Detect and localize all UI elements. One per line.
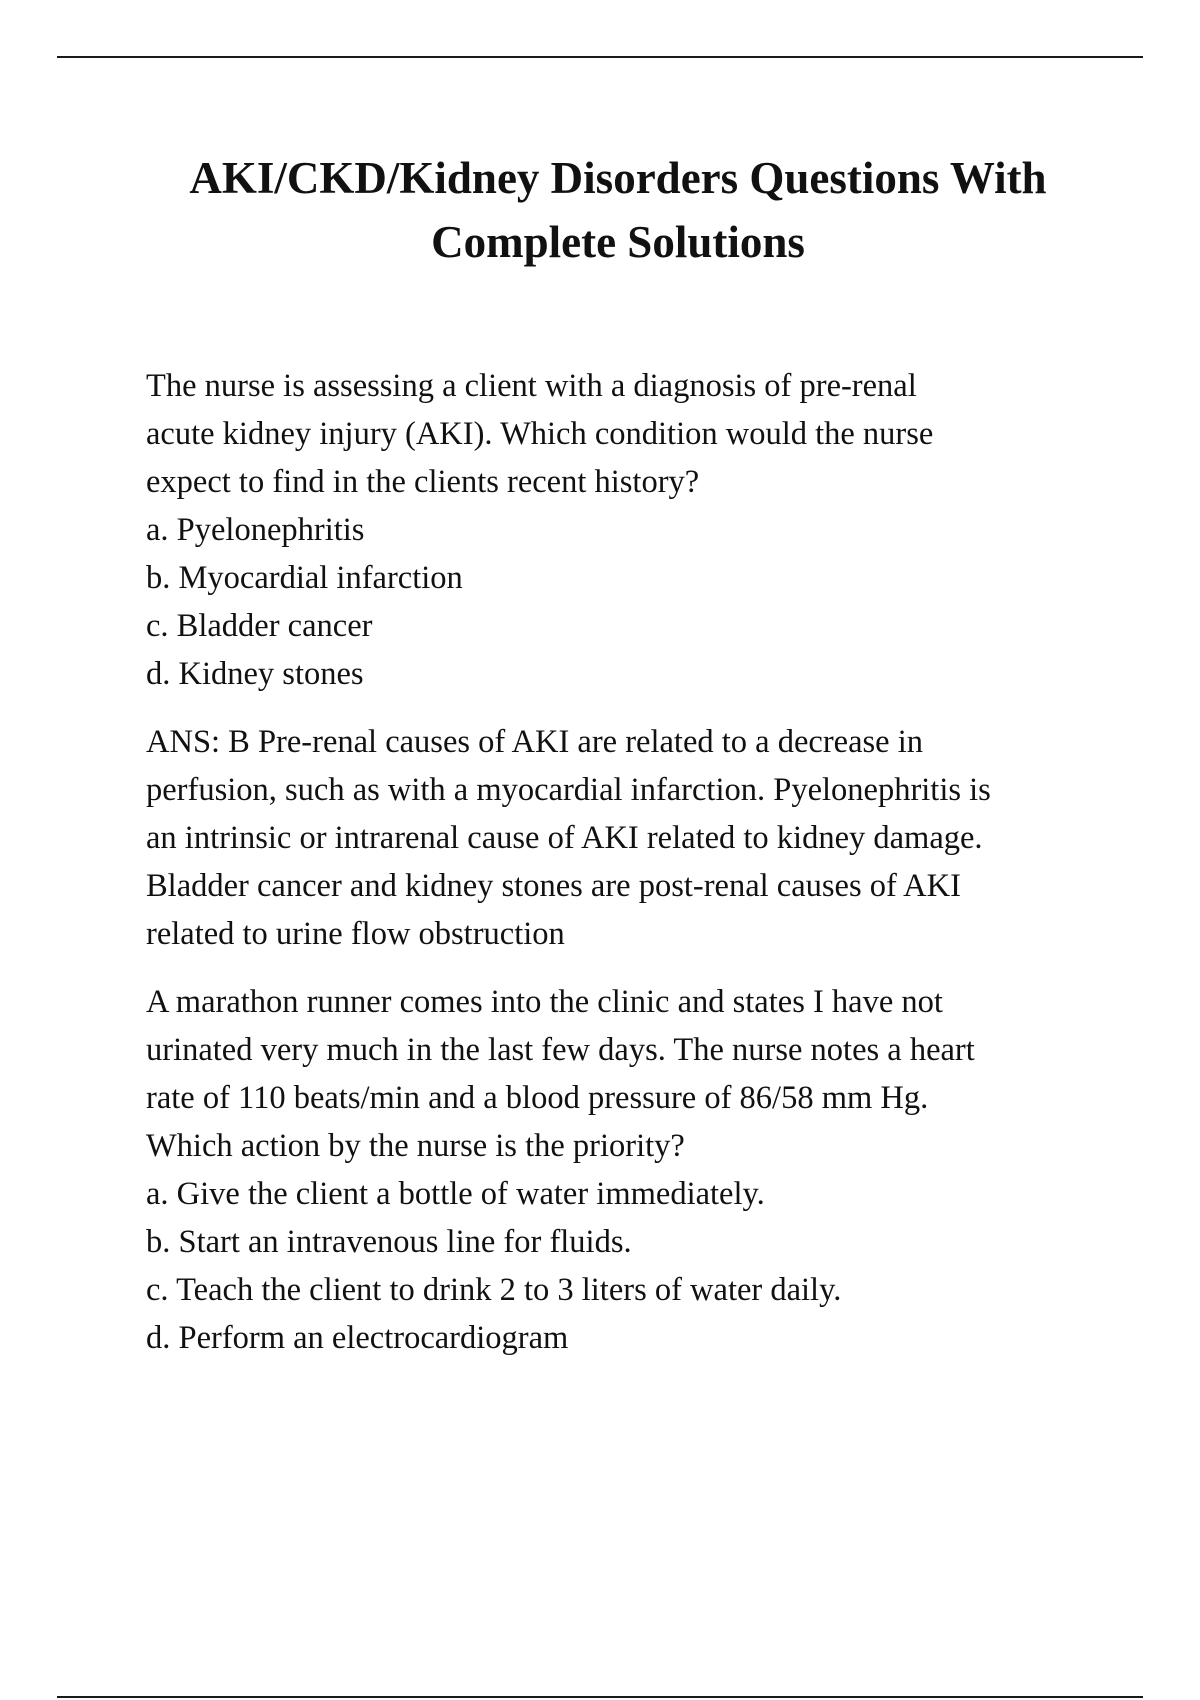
option-b: b. Myocardial infarction	[146, 560, 463, 596]
question-text-line: expect to find in the clients recent history?	[146, 464, 700, 500]
answer-options	[146, 1170, 1156, 1362]
option-d: d. Kidney stones	[146, 656, 364, 692]
question-2	[146, 978, 1156, 1362]
option-a: a. Give the client a bottle of water immediately.	[146, 1176, 765, 1212]
option-d: d. Perform an electrocardiogram	[146, 1320, 569, 1356]
question-text-line: Which action by the nurse is the priority?	[146, 1128, 685, 1164]
answer-text-line: perfusion, such as with a myocardial infarction. Pyelonephritis is	[146, 772, 991, 808]
answer-text-line: Bladder cancer and kidney stones are post-renal causes of AKI	[146, 868, 961, 904]
option-c: c. Teach the client to drink 2 to 3 liters of water daily.	[146, 1272, 842, 1308]
answer-1	[146, 718, 1156, 958]
answer-text-line: ANS: B Pre-renal causes of AKI are related to a decrease in	[146, 724, 923, 760]
document-title	[100, 146, 1136, 274]
document-body	[146, 362, 1156, 1362]
question-text-line: urinated very much in the last few days. The nurse notes a heart	[146, 1032, 975, 1068]
answer-options	[146, 506, 1156, 698]
answer-text-line: related to urine flow obstruction	[146, 916, 565, 952]
top-divider	[57, 56, 1143, 58]
question-text-line: acute kidney injury (AKI). Which condition would the nurse	[146, 416, 934, 452]
answer-text-line: an intrinsic or intrarenal cause of AKI related to kidney damage.	[146, 820, 983, 856]
question-text-line: The nurse is assessing a client with a diagnosis of pre-renal	[146, 368, 917, 404]
option-c: c. Bladder cancer	[146, 608, 373, 644]
question-text-line: rate of 110 beats/min and a blood pressure of 86/58 mm Hg.	[146, 1080, 929, 1116]
title-line-1: AKI/CKD/Kidney Disorders Questions With	[189, 153, 1047, 203]
title-line-2: Complete Solutions	[431, 217, 805, 267]
question-1	[146, 362, 1156, 698]
question-text-line: A marathon runner comes into the clinic and states I have not	[146, 984, 943, 1020]
option-a: a. Pyelonephritis	[146, 512, 365, 548]
bottom-divider	[57, 1696, 1143, 1698]
option-b: b. Start an intravenous line for fluids.	[146, 1224, 632, 1260]
